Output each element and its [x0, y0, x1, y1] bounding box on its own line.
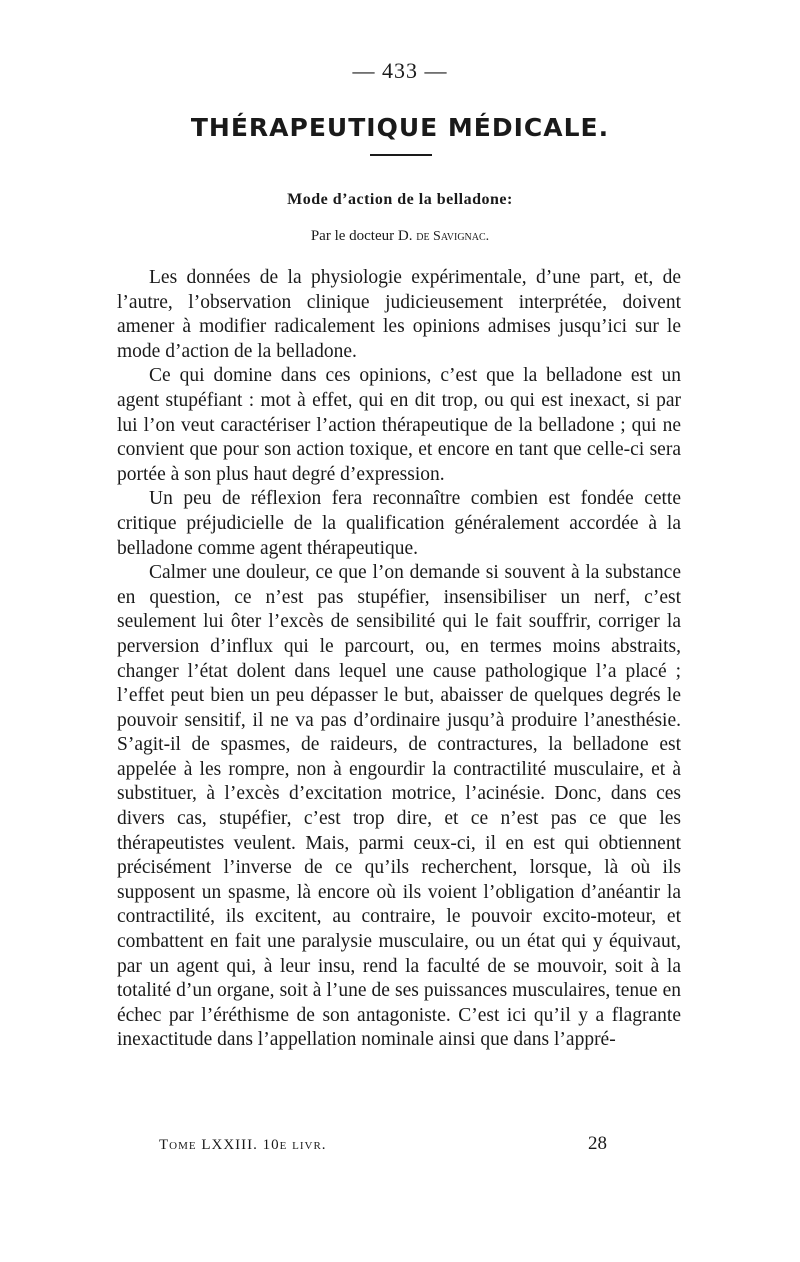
- byline-prefix: Par le docteur D.: [310, 228, 413, 244]
- body-text: [117, 266, 681, 1053]
- footer-volume: Tome LXXIII. 10e livr.: [159, 1137, 327, 1153]
- byline-author: de Savignac.: [416, 229, 490, 244]
- paragraph: Calmer une douleur, ce que l’on demande si souvent à la substance en question, ce n’est pas stupéfier, insensibiliser un nerf, c’est seulement lui ôter l’excès de sensibilité qui le fait souffrir, corriger la perversion d’influx qui le parcourt, ou, en termes moins abstraits, changer l’état dolent dans lequel une cause pathologique l’a placé ; l’effet peut bien un peu dépasser le but, abaisser de quelques degrés le pouvoir sensitif, il ne va pas d’ordinaire jusqu’à produire l’anesthésie. S’agit-il de spasmes, de raideurs, de contractures, la belladone est appelée à les rompre, non à engourdir la contractilité musculaire, et à substituer, à l’excès d’excitation motrice, l’acinésie. Donc, dans ces divers cas, stupéfier, c’est trop dire, et ce n’est pas ce que les thérapeutistes veulent. Mais, parmi ceux-ci, il en est qui obtiennent précisément l’inverse de ce qu’ils recherchent, lorsque, là où ils supposent un spasme, là encore où ils voient l’obligation d’anéantir la contractilité, ils excitent, au contraire, le pouvoir excito-moteur, et combattent en fait une paralysie musculaire, ou un état qui y équivaut, par un agent qui, à leur insu, rend la faculté de se mouvoir, soit à la totalité d’un organe, soit à l’une de ses puissances musculaires, tenue en échec par l’éréthisme de son antagoniste. C’est ici qu’il y a flagrante inexactitude dans l’appellation nominale ainsi que dans l’appré-: [117, 562, 681, 1051]
- page-number: — 433 —: [352, 58, 448, 83]
- paragraph: Les données de la physiologie expérimentale, d’une part, et, de l’autre, l’observation clinique judicieusement interprétée, doivent amener à modifier radicalement les opinions admises jusqu’ici sur le mode d’action de la belladone.: [117, 267, 681, 362]
- section-title: THÉRAPEUTIQUE MÉDICALE.: [190, 113, 610, 142]
- article-title: Mode d’action de la belladone:: [287, 191, 513, 208]
- footer-signature: 28: [588, 1133, 607, 1154]
- byline: [0, 228, 800, 245]
- title-divider: [370, 154, 432, 156]
- paragraph: Un peu de réflexion fera reconnaître combien est fondée cette critique préjudicielle de la qualification généralement accordée à la belladone comme agent thérapeutique.: [117, 488, 681, 559]
- paragraph: Ce qui domine dans ces opinions, c’est que la belladone est un agent stupéfiant : mot à effet, qui en dit trop, ou qui est inexact, si par lui l’on veut caractériser l’action thérapeutique de la belladone ; qui ne convient que pour son action toxique, et encore en tant que celle-ci sera portée à son plus haut degré d’expression.: [117, 365, 681, 485]
